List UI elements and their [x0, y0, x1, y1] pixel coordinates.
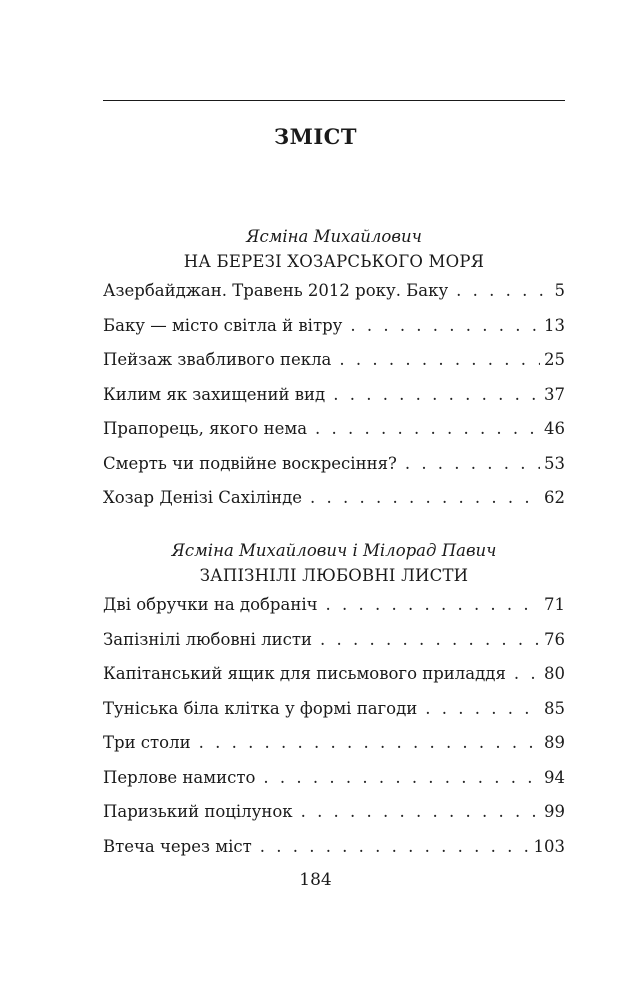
entry-title: Азербайджан. Травень 2012 року. Баку — [103, 281, 449, 300]
section-author: Ясміна Михайлович і Мілорад Павич — [171, 541, 497, 560]
dot-leader — [333, 384, 540, 406]
entry-title: Баку — місто світла й вітру — [103, 315, 343, 335]
entry-page: 85 — [544, 698, 565, 718]
entry-title: Втеча через міст — [103, 836, 252, 856]
toc-entry[interactable] — [103, 349, 565, 384]
entry-page: 76 — [544, 629, 565, 649]
dot-leader — [339, 349, 540, 371]
entry-title: Смерть чи подвійне воскресіння? — [103, 453, 397, 473]
dot-leader — [456, 280, 550, 302]
dot-leader — [425, 698, 540, 720]
dot-leader — [199, 732, 540, 754]
entry-page: 37 — [544, 384, 565, 404]
entry-title: Прапорець, якого нема — [103, 419, 308, 438]
dot-leader — [514, 663, 540, 685]
dot-leader — [350, 315, 540, 337]
dot-leader — [315, 418, 540, 440]
entry-page: 13 — [544, 315, 565, 335]
toc-entry[interactable] — [103, 732, 565, 767]
entry-page: 99 — [544, 802, 565, 821]
entry-title: Запізнілі любовні листи — [103, 629, 313, 649]
toc-entry[interactable] — [103, 384, 565, 419]
toc-entry[interactable] — [103, 698, 565, 733]
dot-leader — [260, 836, 530, 858]
toc-section-2 — [103, 539, 565, 870]
entry-title: Капітанський ящик для письмового приладдя — [103, 664, 506, 683]
section-author: Ясміна Михайлович — [246, 227, 422, 246]
entry-page: 5 — [554, 281, 565, 300]
section-title: ЗАПІЗНІЛІ ЛЮБОВНІ ЛИСТИ — [199, 566, 469, 585]
entry-page: 94 — [544, 767, 565, 787]
dot-leader — [326, 594, 540, 616]
entry-title: Пейзаж звабливого пекла — [103, 350, 332, 369]
toc-entry[interactable] — [103, 453, 565, 488]
toc-entry[interactable] — [103, 767, 565, 802]
section-title: НА БЕРЕЗІ ХОЗАРСЬКОГО МОРЯ — [183, 252, 485, 271]
entry-page: 62 — [544, 488, 565, 507]
dot-leader — [301, 801, 540, 823]
top-rule — [103, 100, 565, 101]
toc-entry[interactable] — [103, 280, 565, 315]
toc-entry[interactable] — [103, 418, 565, 453]
toc-section-1 — [103, 225, 565, 522]
dot-leader — [310, 487, 540, 509]
toc-entry[interactable] — [103, 594, 565, 629]
entry-page: 71 — [544, 595, 565, 614]
page-title: ЗМІСТ — [273, 124, 358, 149]
toc-entry[interactable] — [103, 836, 565, 871]
entry-title: Паризький поцілунок — [103, 802, 293, 821]
entry-page: 80 — [544, 664, 565, 683]
entry-page: 89 — [544, 733, 565, 752]
toc-entry[interactable] — [103, 629, 565, 664]
page-number: 184 — [299, 870, 332, 890]
dot-leader — [405, 453, 540, 475]
toc-entry[interactable] — [103, 315, 565, 350]
toc-entries — [103, 594, 565, 870]
toc-entry[interactable] — [103, 663, 565, 698]
entry-title: Туніська біла клітка у формі пагоди — [103, 698, 418, 718]
entry-page: 46 — [544, 419, 565, 438]
dot-leader — [320, 629, 540, 651]
entry-title: Хозар Денізі Сахілінде — [103, 488, 303, 507]
dot-leader — [263, 767, 540, 789]
entry-title: Дві обручки на добраніч — [103, 595, 318, 614]
entry-title: Три столи — [103, 733, 191, 752]
toc-entry[interactable] — [103, 487, 565, 522]
toc-entry[interactable] — [103, 801, 565, 836]
entry-page: 103 — [533, 836, 565, 856]
entry-title: Перлове намисто — [103, 767, 256, 787]
entry-page: 53 — [544, 453, 565, 473]
entry-page: 25 — [544, 350, 565, 369]
toc-entries — [103, 280, 565, 522]
entry-title: Килим як захищений вид — [103, 384, 326, 404]
